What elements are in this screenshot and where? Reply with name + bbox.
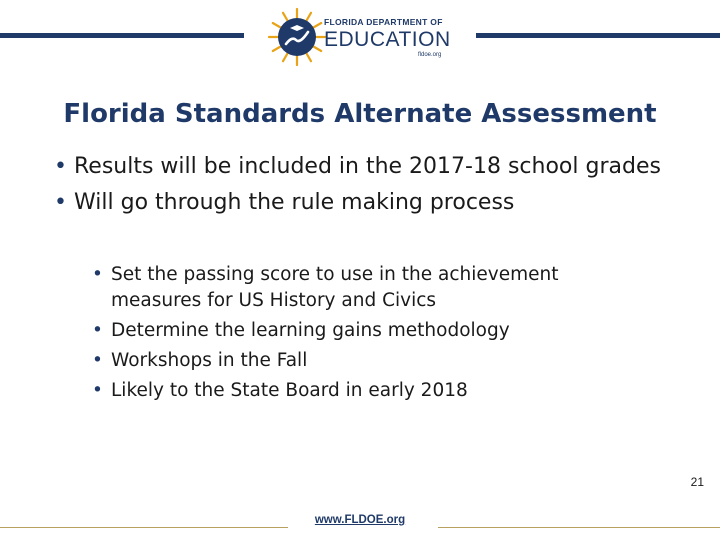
logo-line-url: fldoe.org (418, 52, 442, 58)
sunburst-emblem-icon (266, 6, 328, 68)
main-bullet-list (54, 152, 674, 224)
sub-bullet-item: • Likely to the State Board in early 2018 (92, 378, 652, 404)
footer-rule-left (0, 527, 288, 528)
sub-bullet-list (92, 262, 652, 408)
fldoe-logo (266, 6, 466, 68)
logo-line-education: EDUCATION (324, 28, 451, 51)
header-rule-left (0, 33, 244, 38)
sub-bullet-item: • Workshops in the Fall (92, 348, 652, 374)
bullet-item: • Results will be included in the 2017-18 school grades (54, 152, 674, 181)
slide-title: Florida Standards Alternate Assessment (63, 99, 657, 129)
sub-bullet-item: • Set the passing score to use in the achievement measures for US History and Civics (92, 262, 652, 314)
bullet-item: • Will go through the rule making process (54, 188, 674, 217)
footer-rule-right (438, 527, 720, 528)
page-number: 21 (690, 475, 704, 489)
header-rule-right (476, 33, 720, 38)
sub-bullet-item: • Determine the learning gains methodology (92, 318, 652, 344)
fldoe-website-link[interactable]: www.FLDOE.org (314, 514, 406, 526)
logo-line-department: FLORIDA DEPARTMENT OF (324, 17, 443, 27)
